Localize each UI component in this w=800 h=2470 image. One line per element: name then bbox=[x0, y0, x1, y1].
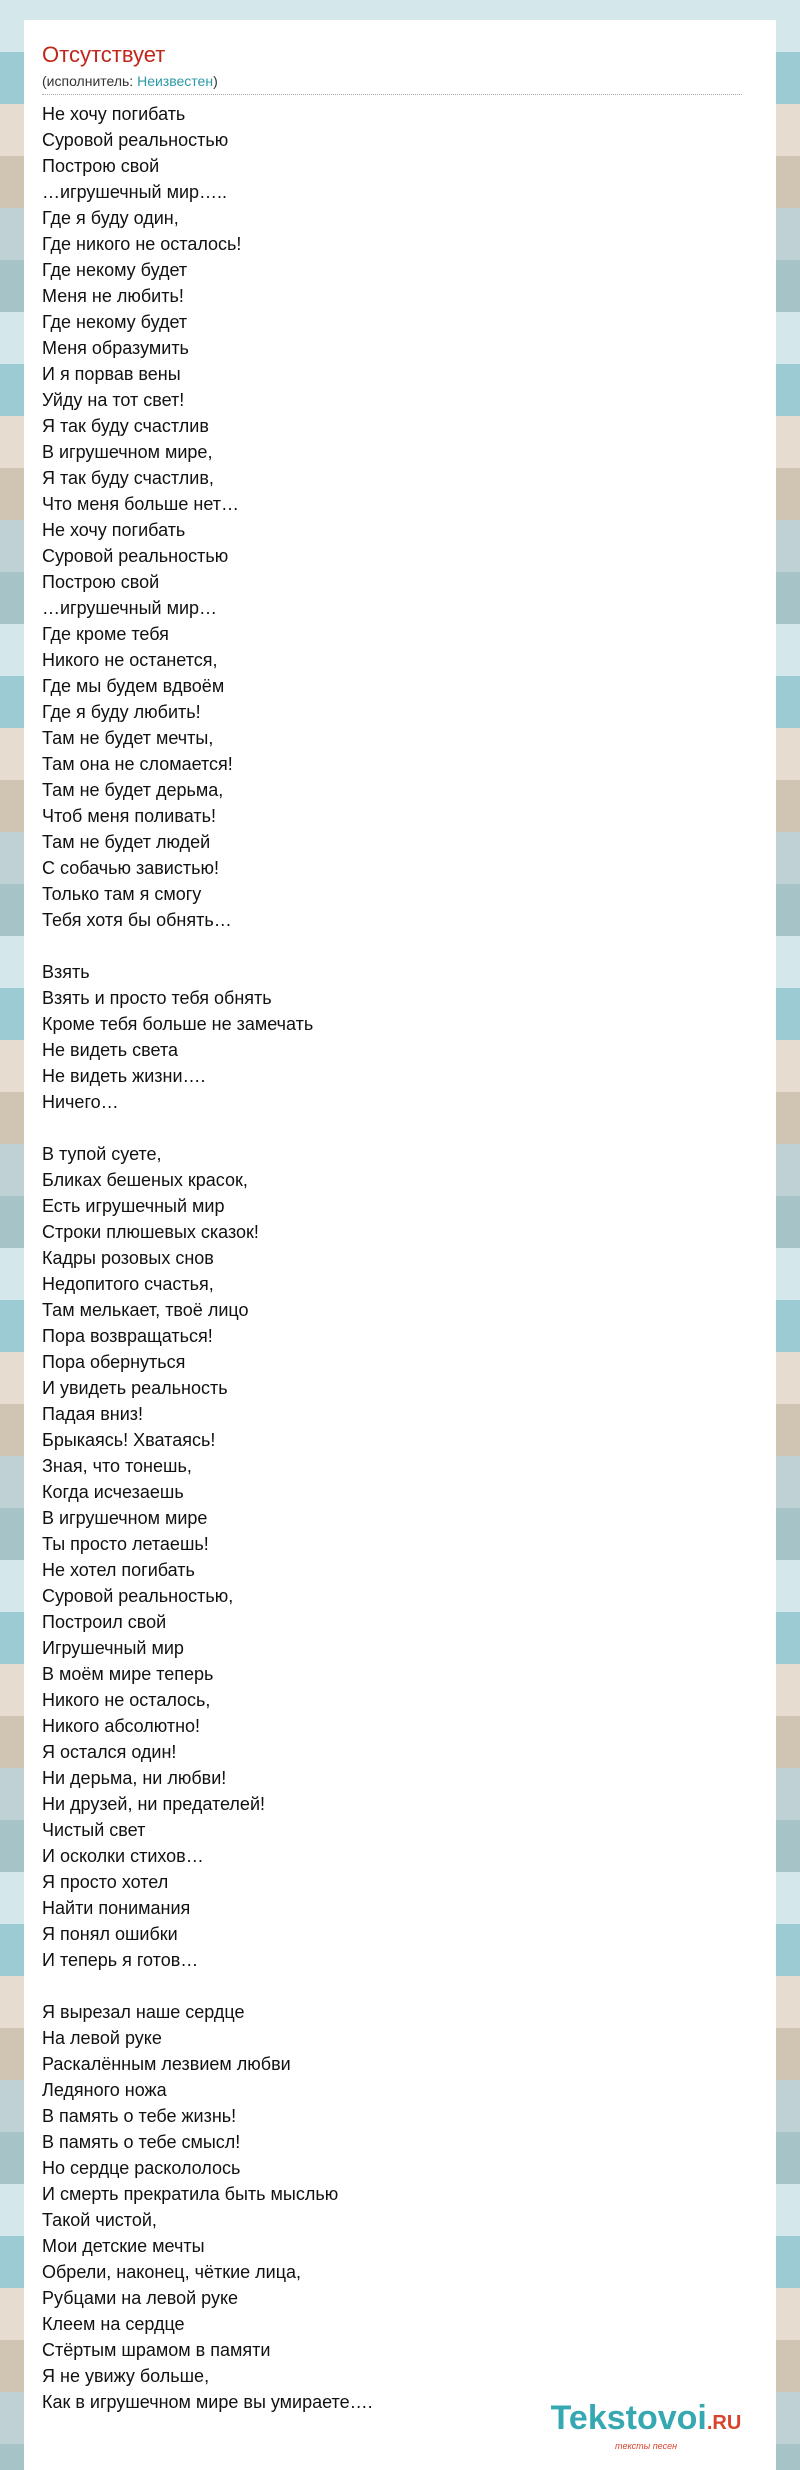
lyric-line: Бликах бешеных красок, bbox=[42, 1170, 248, 1190]
lyric-line: Суровой реальностью bbox=[42, 130, 229, 150]
lyric-line: Где мы будем вдвоём bbox=[42, 676, 225, 696]
artist-link[interactable]: Неизвестен bbox=[137, 73, 214, 89]
lyric-line: В моём мире теперь bbox=[42, 1664, 214, 1684]
lyric-line: В игрушечном мире bbox=[42, 1508, 208, 1528]
lyrics-body bbox=[42, 101, 756, 2415]
lyric-line: И теперь я готов… bbox=[42, 1950, 199, 1970]
logo-word: Tekstovoi bbox=[550, 2399, 707, 2437]
lyric-line: Найти понимания bbox=[42, 1898, 191, 1918]
lyric-line: Я не увижу больше, bbox=[42, 2366, 210, 2386]
lyric-line: Есть игрушечный мир bbox=[42, 1196, 225, 1216]
stanza-break bbox=[42, 933, 756, 959]
lyric-line: Меня образумить bbox=[42, 338, 189, 358]
lyric-line: На левой руке bbox=[42, 2028, 162, 2048]
lyric-line: И увидеть реальность bbox=[42, 1378, 228, 1398]
lyric-line: В память о тебе смысл! bbox=[42, 2132, 241, 2152]
artist-line bbox=[42, 72, 756, 90]
lyric-line: Рубцами на левой руке bbox=[42, 2288, 239, 2308]
lyric-line: Никого не осталось, bbox=[42, 1690, 211, 1710]
lyric-line: Как в игрушечном мире вы умираете…. bbox=[42, 2392, 373, 2412]
lyric-line: Когда исчезаешь bbox=[42, 1482, 184, 1502]
lyric-line: Только там я смогу bbox=[42, 884, 202, 904]
lyric-line: Кадры розовых снов bbox=[42, 1248, 214, 1268]
lyric-line: Суровой реальностью, bbox=[42, 1586, 234, 1606]
lyric-line: Где никого не осталось! bbox=[42, 234, 242, 254]
lyric-line: Никого абсолютно! bbox=[42, 1716, 201, 1736]
title-divider bbox=[42, 94, 742, 95]
lyric-line: Чистый свет bbox=[42, 1820, 146, 1840]
lyric-line: В память о тебе жизнь! bbox=[42, 2106, 237, 2126]
site-logo[interactable] bbox=[546, 2400, 746, 2450]
lyric-line: Чтоб меня поливать! bbox=[42, 806, 216, 826]
lyric-line: Но сердце раскололось bbox=[42, 2158, 241, 2178]
lyric-line: Раскалённым лезвием любви bbox=[42, 2054, 291, 2074]
lyric-line: Я так буду счастлив bbox=[42, 416, 209, 436]
lyric-line: Там мелькает, твоё лицо bbox=[42, 1300, 249, 1320]
lyric-line: Ни дерьма, ни любви! bbox=[42, 1768, 227, 1788]
lyric-line: Построю свой bbox=[42, 572, 160, 592]
artist-suffix: ) bbox=[213, 73, 218, 89]
lyric-line: Стёртым шрамом в памяти bbox=[42, 2340, 271, 2360]
lyric-line: Кроме тебя больше не замечать bbox=[42, 1014, 314, 1034]
lyric-line: Я просто хотел bbox=[42, 1872, 169, 1892]
lyric-line: Там не будет мечты, bbox=[42, 728, 214, 748]
lyric-line: Взять bbox=[42, 962, 90, 982]
lyric-line: В игрушечном мире, bbox=[42, 442, 213, 462]
lyric-line: Тебя хотя бы обнять… bbox=[42, 910, 232, 930]
lyric-line: Я понял ошибки bbox=[42, 1924, 178, 1944]
lyric-line: Там не будет дерьма, bbox=[42, 780, 224, 800]
lyric-line: Меня не любить! bbox=[42, 286, 184, 306]
lyric-line: Никого не останется, bbox=[42, 650, 218, 670]
lyric-line: Построил свой bbox=[42, 1612, 167, 1632]
lyric-line: Клеем на сердце bbox=[42, 2314, 185, 2334]
lyric-line: Что меня больше нет… bbox=[42, 494, 239, 514]
logo-wordmark bbox=[546, 2400, 746, 2441]
lyric-line: Такой чистой, bbox=[42, 2210, 157, 2230]
lyric-line: И осколки стихов… bbox=[42, 1846, 204, 1866]
lyric-line: Взять и просто тебя обнять bbox=[42, 988, 272, 1008]
lyric-line: Игрушечный мир bbox=[42, 1638, 184, 1658]
lyric-line: Там не будет людей bbox=[42, 832, 211, 852]
lyric-line: Я так буду счастлив, bbox=[42, 468, 214, 488]
lyric-line: Не видеть жизни…. bbox=[42, 1066, 206, 1086]
lyric-line: И я порвав вены bbox=[42, 364, 181, 384]
lyric-line: …игрушечный мир….. bbox=[42, 182, 228, 202]
lyric-line: Не хотел погибать bbox=[42, 1560, 195, 1580]
song-title: Отсутствует bbox=[42, 42, 166, 67]
stanza-break bbox=[42, 1115, 756, 1141]
lyric-line: Ничего… bbox=[42, 1092, 119, 1112]
lyric-line: Где некому будет bbox=[42, 312, 188, 332]
lyric-line: Пора обернуться bbox=[42, 1352, 186, 1372]
lyric-line: Не хочу погибать bbox=[42, 520, 186, 540]
artist-prefix: (исполнитель: bbox=[42, 73, 138, 89]
lyric-line: Я вырезал наше сердце bbox=[42, 2002, 245, 2022]
stanza-break bbox=[42, 1973, 756, 1999]
lyric-line: Где кроме тебя bbox=[42, 624, 169, 644]
lyric-line: Зная, что тонешь, bbox=[42, 1456, 192, 1476]
logo-tagline: тексты песен bbox=[614, 2441, 678, 2451]
lyric-line: Пора возвращаться! bbox=[42, 1326, 213, 1346]
lyric-line: В тупой суете, bbox=[42, 1144, 162, 1164]
lyric-line: Падая вниз! bbox=[42, 1404, 144, 1424]
lyric-line: Мои детские мечты bbox=[42, 2236, 205, 2256]
lyric-line: Брыкаясь! Хватаясь! bbox=[42, 1430, 216, 1450]
lyric-line: Обрели, наконец, чёткие лица, bbox=[42, 2262, 302, 2282]
lyric-line: И смерть прекратила быть мыслью bbox=[42, 2184, 339, 2204]
lyric-line: Ледяного ножа bbox=[42, 2080, 167, 2100]
lyric-line: Там она не сломается! bbox=[42, 754, 233, 774]
lyric-line: …игрушечный мир… bbox=[42, 598, 218, 618]
lyric-line: Ты просто летаешь! bbox=[42, 1534, 209, 1554]
lyric-line: Суровой реальностью bbox=[42, 546, 229, 566]
lyric-line: Где я буду любить! bbox=[42, 702, 201, 722]
lyric-line: Построю свой bbox=[42, 156, 160, 176]
lyric-line: Не видеть света bbox=[42, 1040, 178, 1060]
logo-tld: .RU bbox=[706, 2412, 742, 2434]
lyric-line: Уйду на тот свет! bbox=[42, 390, 185, 410]
lyrics-panel bbox=[24, 20, 776, 2470]
lyric-line: Не хочу погибать bbox=[42, 104, 186, 124]
lyric-line: Где некому будет bbox=[42, 260, 188, 280]
lyric-line: Недопитого счастья, bbox=[42, 1274, 214, 1294]
lyric-line: Где я буду один, bbox=[42, 208, 179, 228]
lyric-line: Строки плюшевых сказок! bbox=[42, 1222, 259, 1242]
lyric-line: С собачью завистью! bbox=[42, 858, 219, 878]
lyric-line: Ни друзей, ни предателей! bbox=[42, 1794, 265, 1814]
lyric-line: Я остался один! bbox=[42, 1742, 177, 1762]
